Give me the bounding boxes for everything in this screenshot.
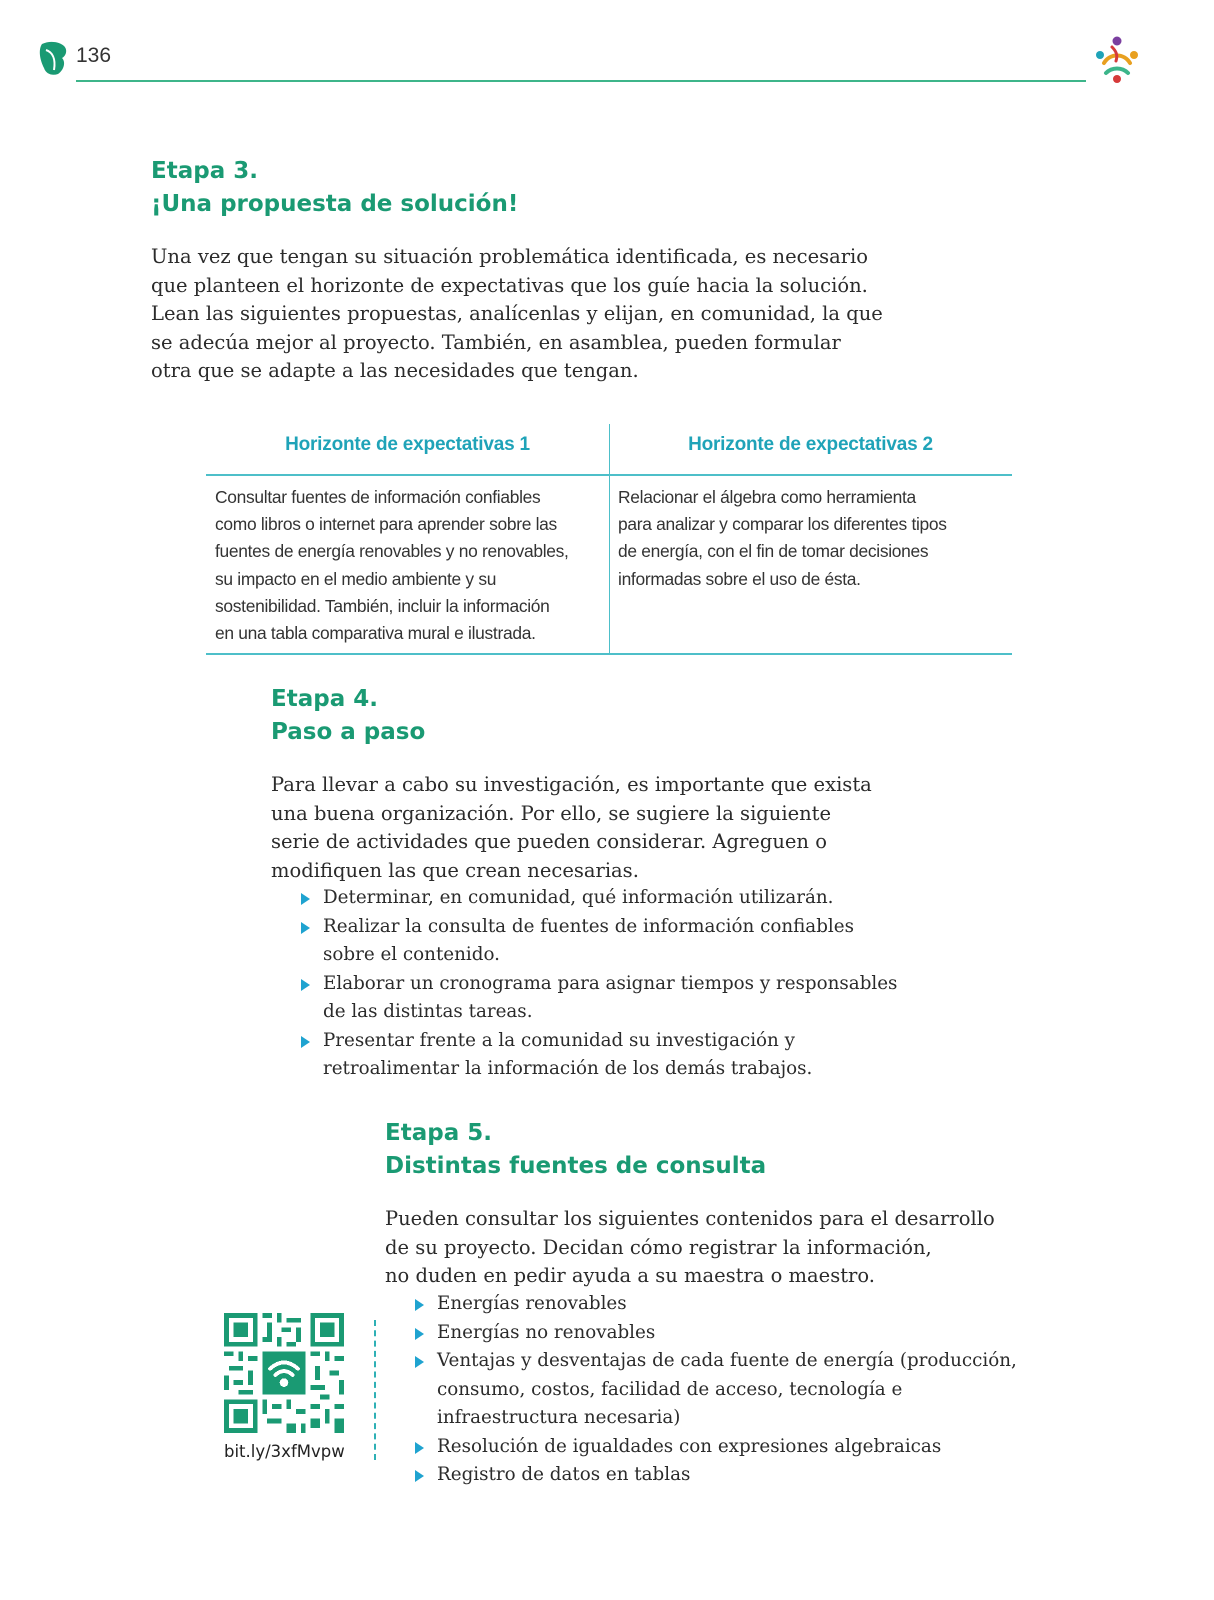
table-header-1: Horizonte de expectativas 1	[285, 434, 530, 455]
stage4-paragraph: Para llevar a cabo su investigación, es importante que exista una buena organización. Por ello, se sugiere la siguiente serie de actividades que pueden considerar. Agreguen o modifiquen las que crean necesarias.	[271, 773, 872, 882]
page-number: 136	[76, 44, 112, 67]
table-bottom-rule	[206, 653, 1012, 655]
dotted-divider	[374, 1320, 376, 1460]
qr-caption[interactable]: bit.ly/3xfMvpw	[224, 1442, 345, 1461]
leaf-icon	[36, 38, 72, 78]
stage5-subtitle: Distintas fuentes de consulta	[385, 1153, 767, 1179]
header-rule	[76, 80, 1086, 82]
stage5-title: Etapa 5.	[385, 1120, 492, 1146]
table-header-2: Horizonte de expectativas 2	[688, 434, 933, 455]
list-item: Determinar, en comunidad, qué información utilizarán.	[299, 884, 897, 913]
stage4-title: Etapa 4.	[271, 686, 378, 712]
list-item: Resolución de igualdades con expresiones algebraicas	[413, 1433, 1017, 1462]
stage5-bullets	[413, 1290, 1017, 1490]
list-item: Ventajas y desventajas de cada fuente de energía (producción, consumo, costos, facilidad de acceso, tecnología e infraestructura necesaria)	[413, 1347, 1017, 1433]
table-cell-1: Consultar fuentes de información confiables como libros o internet para aprender sobre las fuentes de energía renovables y no renovables, su impacto en el medio ambiente y su sostenibilidad. También, incluir la información en una tabla comparativa mural e ilustrada.	[215, 487, 569, 644]
table-column-divider	[609, 424, 610, 654]
table-header-rule	[206, 474, 1012, 476]
list-item: Realizar la consulta de fuentes de información confiables sobre el contenido.	[299, 913, 897, 970]
stage4-subtitle: Paso a paso	[271, 719, 426, 745]
expectations-table	[206, 424, 1012, 654]
list-item: Elaborar un cronograma para asignar tiempos y responsables de las distintas tareas.	[299, 970, 897, 1027]
stage3-subtitle: ¡Una propuesta de solución!	[151, 191, 519, 217]
stage4-bullets	[299, 884, 897, 1084]
stage3-title: Etapa 3.	[151, 158, 258, 184]
list-item: Energías renovables	[413, 1290, 1017, 1319]
stage5-paragraph: Pueden consultar los siguientes contenidos para el desarrollo de su proyecto. Decidan cómo registrar la información, no duden en pedir ayuda a su maestra o maestro.	[385, 1207, 995, 1287]
list-item: Energías no renovables	[413, 1319, 1017, 1348]
table-cell-2: Relacionar el álgebra como herramienta para analizar y comparar los diferentes tipos de energía, con el fin de tomar decisiones informadas sobre el uso de ésta.	[618, 487, 947, 589]
list-item: Registro de datos en tablas	[413, 1461, 1017, 1490]
list-item: Presentar frente a la comunidad su investigación y retroalimentar la información de los demás trabajos.	[299, 1027, 897, 1084]
stage3-paragraph: Una vez que tengan su situación problemática identificada, es necesario que planteen el horizonte de expectativas que los guíe hacia la solución. Lean las siguientes propuestas, analícenlas y elijan, en comunidad, la que se adecúa mejor al proyecto. También, en asamblea, pueden formular otra que se adapte a las necesidades que tengan.	[151, 245, 883, 382]
logo-icon	[1090, 33, 1144, 87]
qr-code-icon[interactable]	[224, 1313, 344, 1433]
